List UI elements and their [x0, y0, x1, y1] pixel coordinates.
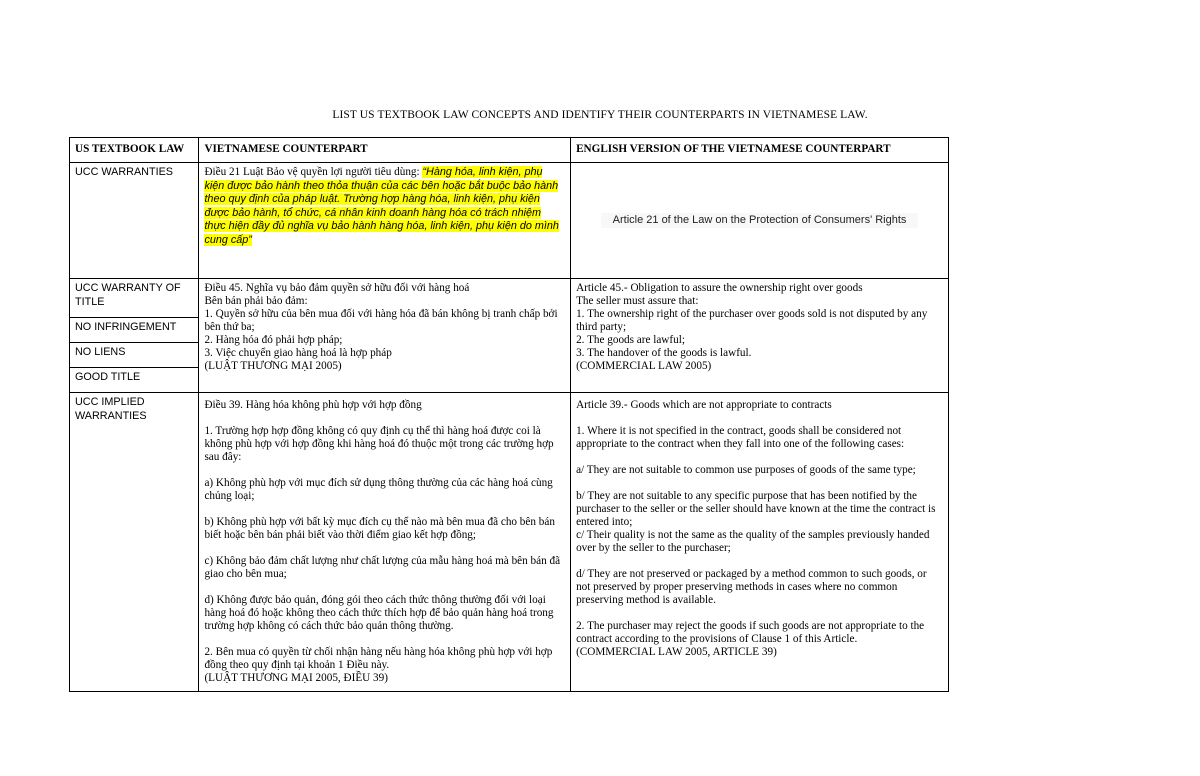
vn-counterpart-cell: Điều 39. Hàng hóa không phù hợp với hợp đồng 1. Trường hợp hợp đồng không có quy định cụ thể thì hàng hoá được coi là không phù hợp với hợp đồng khi hàng hoá đó thuộc một trong các trường hợp sau đây: a) Không phù hợp với mục đích sử dụng thông thường của các hàng hoá cùng chủng loại; b) Không phù hợp với bất kỳ mục đích cụ thể nào mà bên mua đã cho bên bán biết hoặc bên bán phải biết vào thời điểm giao kết hợp đồng; c) Không bảo đảm chất lượng như chất lượng của mẫu hàng hoá mà bên bán đã giao cho bên mua; d) Không được bảo quản, đóng gói theo cách thức thông thường đối với loại hàng hoá đó hoặc không theo cách thức thích hợp để bảo quản hàng hoá trong trường hợp không có cách thức bảo quản thông thường. 2. Bên mua có quyền từ chối nhận hàng nếu hàng hóa không phù hợp với hợp đồng theo quy định tại khoản 1 Điều này. (LUẬT THƯƠNG MẠI 2005, ĐIỀU 39)	[199, 393, 571, 692]
document-title: LIST US TEXTBOOK LAW CONCEPTS AND IDENTIFY THEIR COUNTERPARTS IN VIETNAMESE LAW.	[332, 109, 868, 121]
header-vietnamese-counterpart: VIETNAMESE COUNTERPART	[199, 138, 571, 163]
en-article-21-text: Article 21 of the Law on the Protection of Consumers' Rights	[601, 213, 919, 228]
vn-counterpart-cell	[199, 163, 571, 279]
us-concept-no-liens: NO LIENS	[70, 342, 198, 367]
table-header-row	[70, 138, 949, 163]
header-english-version: ENGLISH VERSION OF THE VIETNAMESE COUNTERPART	[571, 138, 949, 163]
vn-counterpart-cell: Điều 45. Nghĩa vụ bảo đảm quyền sở hữu đối với hàng hoá Bên bán phải bảo đảm: 1. Quyền sở hữu của bên mua đối với hàng hóa đã bán không bị tranh chấp bởi bên thứ ba; 2. Hàng hóa đó phải hợp pháp; 3. Việc chuyển giao hàng hoá là hợp pháp (LUẬT THƯƠNG MẠI 2005)	[199, 279, 571, 393]
table-row	[70, 163, 949, 279]
us-concept-cell	[70, 279, 199, 393]
us-concept-label: UCC WARRANTIES	[75, 166, 173, 178]
us-concept-cell	[70, 163, 199, 279]
table-row	[70, 279, 949, 393]
us-concept-warranty-of-title: UCC WARRANTY OF TITLE	[75, 282, 181, 308]
us-concept-good-title: GOOD TITLE	[70, 367, 198, 392]
en-version-cell	[571, 163, 949, 279]
us-concept-no-infringement: NO INFRINGEMENT	[70, 317, 198, 342]
en-version-cell: Article 45.- Obligation to assure the ownership right over goods The seller must assure that: 1. The ownership right of the purchaser over goods sold is not disputed by any third party; 2. The goods are lawful; 3. The handover of the goods is lawful. (COMMERCIAL LAW 2005)	[571, 279, 949, 393]
table-row	[70, 393, 949, 692]
en-version-cell: Article 39.- Goods which are not appropriate to contracts 1. Where it is not specified in the contract, goods shall be considered not appropriate to the contract when they fall into one of the following cases: a/ They are not suitable to common use purposes of goods of the same type; b/ They are not suitable to any specific purpose that has been notified by the purchaser to the seller or the seller should have known at the time the contract is entered into; c/ Their quality is not the same as the quality of the samples previously handed over by the seller to the purchaser; d/ They are not preserved or packaged by a method common to such goods, or not preserved by proper preserving methods in cases where no common preserving method is available. 2. The purchaser may reject the goods if such goods are not appropriate to the contract according to the provisions of Clause 1 of this Article. (COMMERCIAL LAW 2005, ARTICLE 39)	[571, 393, 949, 692]
vn-article-quote: “Hàng hóa, linh kiện, phụ kiện được bảo hành theo thỏa thuận của các bên hoặc bắt buộc bảo hành theo quy định của pháp luật. Trường hợp hàng hóa, linh kiện, phụ kiện được bảo hành, tổ chức, cá nhân kinh doanh hàng hóa có trách nhiệm thực hiện đầy đủ nghĩa vụ bảo hành hàng hóa, linh kiện, phụ kiện do mình cung cấp”	[204, 166, 559, 246]
law-comparison-table	[69, 137, 949, 692]
header-us-textbook-law: US TEXTBOOK LAW	[70, 138, 199, 163]
vn-article-lead: Điều 21 Luật Bảo vệ quyền lợi người tiêu dùng:	[204, 166, 423, 178]
us-concept-cell	[70, 393, 199, 692]
us-concept-label: UCC IMPLIED WARRANTIES	[75, 396, 147, 422]
